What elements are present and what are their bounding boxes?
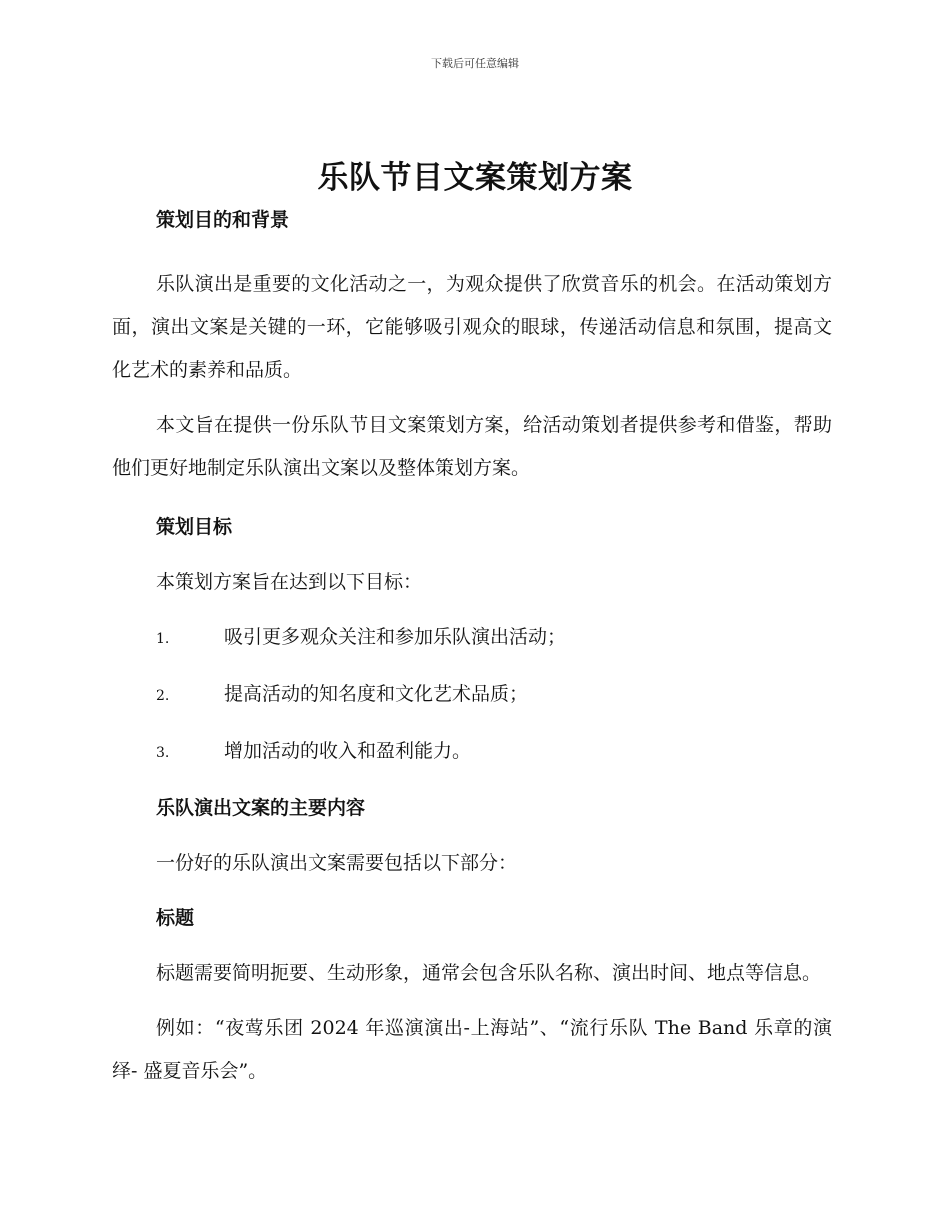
section-heading-headline: 标题 [156, 907, 195, 929]
list-item [156, 677, 832, 713]
list-text: 增加活动的收入和盈利能力。 [224, 740, 472, 762]
header-note: 下载后可任意编辑 [431, 57, 519, 70]
paragraph-headline-2: 例如：“夜莺乐团 2024 年巡演演出-上海站”、“流行乐队 The Band 乐章的演绎- 盛夏音乐会”。 [112, 1017, 832, 1082]
document-body [112, 203, 832, 1093]
list-number: 1. [156, 631, 170, 647]
paragraph-background-1: 乐队演出是重要的文化活动之一，为观众提供了欣赏音乐的机会。在活动策划方面，演出文案是关键的一环，它能够吸引观众的眼球，传递活动信息和氛围，提高文化艺术的素养和品质。 [112, 273, 832, 381]
section-heading-goals: 策划目标 [156, 516, 233, 538]
list-item [156, 620, 832, 656]
list-text: 提高活动的知名度和文化艺术品质； [224, 683, 529, 705]
paragraph-headline-1: 标题需要简明扼要、生动形象，通常会包含乐队名称、演出时间、地点等信息。 [156, 962, 822, 984]
section-heading-content: 乐队演出文案的主要内容 [156, 797, 366, 819]
content-intro: 一份好的乐队演出文案需要包括以下部分： [156, 852, 518, 874]
list-text: 吸引更多观众关注和参加乐队演出活动； [224, 626, 567, 648]
list-number: 2. [156, 688, 170, 704]
list-number: 3. [156, 745, 170, 761]
goals-intro: 本策划方案旨在达到以下目标： [156, 571, 423, 593]
page-title: 乐队节目文案策划方案 [317, 160, 633, 196]
paragraph-background-2: 本文旨在提供一份乐队节目文案策划方案，给活动策划者提供参考和借鉴，帮助他们更好地制定乐队演出文案以及整体策划方案。 [112, 414, 832, 479]
section-heading-background: 策划目的和背景 [156, 209, 290, 231]
list-item [156, 734, 832, 770]
